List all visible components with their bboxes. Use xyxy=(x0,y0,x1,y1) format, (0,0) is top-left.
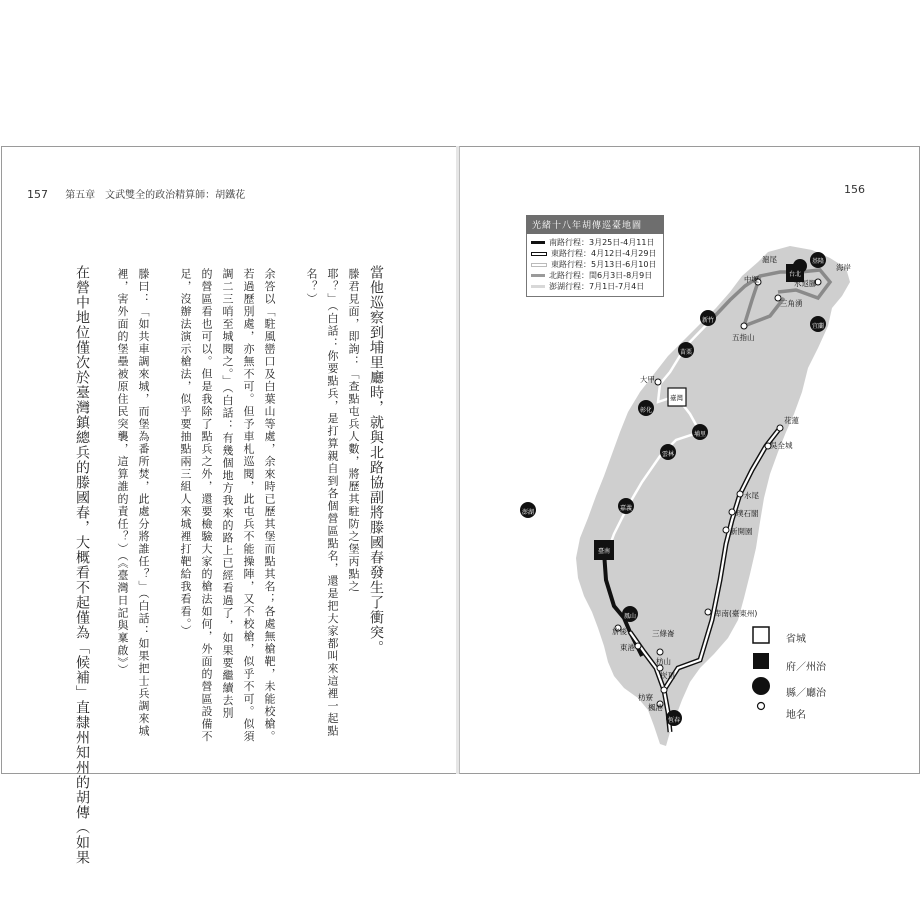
label-taibei: 台北 xyxy=(788,271,801,278)
label-huagang: 花蓮 xyxy=(784,416,799,425)
text-column: 滕君見面，即詢：「查點屯兵人數，將歷其駐防之堡丙點之 xyxy=(347,268,360,593)
label-xinkailu: 新開園 xyxy=(730,527,753,536)
label-bigang: 枋寮 xyxy=(638,693,653,702)
label-yilan: 宜蘭 xyxy=(811,323,824,330)
left-page-number: 157 xyxy=(27,188,48,201)
text-column: 若過歷別處，亦無不可。但予車札巡閱，此屯兵不能操陣，又不校槍，似乎不可。似須 xyxy=(242,268,255,743)
label-dajia: 大甲 xyxy=(640,375,655,384)
label-jiayi: 嘉義 xyxy=(619,505,632,512)
label-puli: 埔里 xyxy=(693,431,706,438)
beinan-place xyxy=(705,609,711,615)
label-haidao: 海岸 xyxy=(836,263,851,272)
label-hengchun: 恆春 xyxy=(667,717,680,724)
text-column: 調二三哨至城閱之。」（白話：有幾個地方我來的路上已經看過了，如果要繼續去別 xyxy=(221,268,234,720)
label-wuquancheng: 吳全城 xyxy=(770,441,793,450)
key-row-provincial: 省城 xyxy=(786,633,806,645)
key-row-prefecture: 府／州治 xyxy=(786,661,826,673)
legend-route-north: 北路行程：閏6月3日-8月9日 xyxy=(527,270,663,281)
donggang-place xyxy=(635,643,641,649)
text-column: 耶？」（白話：你要點兵，是打算親自到各個營區點名，還是把大家都叫來這裡一起點 xyxy=(326,268,339,738)
map-symbol-key xyxy=(752,624,826,724)
label-hushan: 滬尾 xyxy=(762,255,777,264)
label-sandiaoling: 三條崙 xyxy=(652,629,675,638)
text-column: 裡，害外面的堡壘被原住民突襲，這算誰的責任？）（《臺灣日記與稟啟》） xyxy=(116,268,129,677)
dajia-place xyxy=(655,379,661,385)
label-keelung: 基隆 xyxy=(811,258,824,265)
map-legend xyxy=(526,215,664,297)
text-column: 滕曰：「如共車調來城，而堡為番所焚，此處分將誰任？」（白話：如果把士兵調來城 xyxy=(137,268,150,738)
legend-route-penghu: 澎湖行程：7月1日-7月4日 xyxy=(527,281,663,292)
key-row-place: 地名 xyxy=(786,709,806,721)
right-page-number: 156 xyxy=(844,183,865,196)
label-penghu: 澎湖 xyxy=(521,509,534,516)
legend-route-east-2: 東路行程：5月13日-6月10日 xyxy=(527,259,663,270)
label-donggang: 東港 xyxy=(620,643,635,652)
label-zhanghua: 彰化 xyxy=(639,407,652,414)
label-fangshan: 枋山 xyxy=(656,657,671,666)
wuzhishan-place xyxy=(741,323,747,329)
legend-route-south: 南路行程：3月25日-4月11日 xyxy=(527,237,663,248)
label-guanxiang: 崁頂 xyxy=(660,671,675,680)
label-miaoli: 苗栗 xyxy=(679,349,692,356)
bigang-place xyxy=(661,687,667,693)
label-wuzhishan: 五指山 xyxy=(732,333,755,342)
text-column: 在營中地位僅次於臺灣鎮總兵的滕國春，大概看不起僅為「候補」直隸州知州的胡傳（如果 xyxy=(74,265,90,865)
text-column: 當他巡察到埔里廳時，就與北路協副將滕國春發生了衝突。 xyxy=(368,265,384,655)
label-yunlin: 雲林 xyxy=(661,451,674,458)
label-fanghou: 旂後 xyxy=(612,627,627,636)
text-column: 名？） xyxy=(305,268,318,306)
label-sanjiaoyong: 三角湧 xyxy=(780,299,803,308)
key-row-county: 縣／廳治 xyxy=(786,687,826,699)
shuiwei-place xyxy=(737,491,743,497)
text-column: 的營區看也可以。但是我除了點兵之外，還要檢驗大家的槍法如何，外面的營區設備不 xyxy=(200,268,213,743)
label-tainan: 臺南 xyxy=(597,548,610,555)
sandiaoling-place xyxy=(657,649,663,655)
label-xinzhu: 新竹 xyxy=(701,317,714,324)
map-title: 光緒十八年胡傳巡臺地圖 xyxy=(526,215,664,234)
text-column: 足，沒辦法演示槍法，似乎要抽點兩三組人來城裡打靶給我看看。） xyxy=(179,268,192,638)
xinkailu-place xyxy=(723,527,729,533)
label-beinan: 卑南(臺東州) xyxy=(714,609,758,618)
label-shuifanjiao: 水返腳 xyxy=(794,279,817,288)
label-zhongli: 中壢 xyxy=(744,275,759,284)
pushi-place xyxy=(729,509,735,515)
legend-route-east-1: 東路行程：4月12日-4月29日 xyxy=(527,248,663,259)
label-taiwan-capital: 臺灣 xyxy=(670,394,683,402)
label-pushi: 璞石閣 xyxy=(736,509,759,518)
text-column: 余答以「駐風巒口及白葉山等處，余來時已歷其堡而點其名；各處無槍靶，未能校槍。 xyxy=(263,268,276,743)
chapter-title: 第五章 文武雙全的政治精算師：胡鐵花 xyxy=(65,190,246,201)
label-fangliao: 楓港 xyxy=(648,703,663,712)
label-fengshan: 鳳山 xyxy=(623,613,636,620)
huagang-place xyxy=(777,425,783,431)
label-shuiwei: 水尾 xyxy=(744,491,759,500)
